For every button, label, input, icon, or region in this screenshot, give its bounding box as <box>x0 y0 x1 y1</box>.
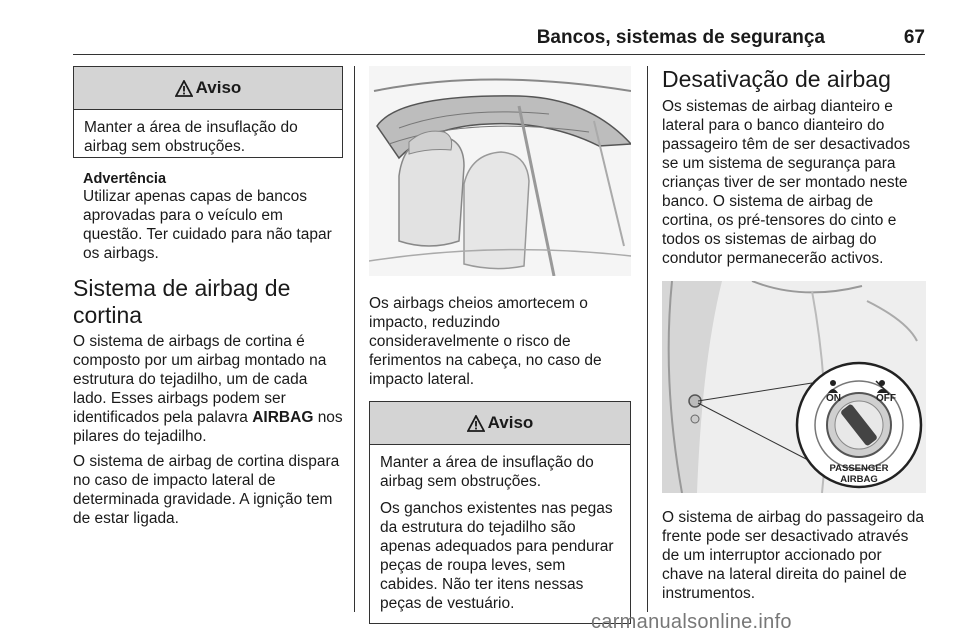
illustration-caption: Os airbags cheios amortecem o impacto, reduzindo consideravelmente o risco de ferimentos na cabeça, no caso de impacto lateral. <box>369 295 602 388</box>
page-number: 67 <box>903 27 925 48</box>
section-heading-airbag-deactivation: Desativação de airbag <box>662 66 891 92</box>
warning-text: Manter a área de insuflação do airbag sem obstruções. <box>84 119 298 155</box>
column-middle <box>369 66 631 624</box>
column-right <box>662 66 926 603</box>
paragraph-text: O sistema de airbags de cortina é composto por um airbag montado na estrutura do tejadilho, um de cada lado. Esses airbags podem ser identificados pela palavra <box>73 333 327 426</box>
warning-box <box>73 66 343 158</box>
warning-box-header <box>74 67 342 110</box>
warning-title: Aviso <box>487 413 534 432</box>
switch-passenger-label: PASSENGER <box>829 463 889 474</box>
warning-box-body <box>74 110 342 170</box>
warning-triangle-icon <box>467 415 485 432</box>
switch-on-label: ON <box>826 393 841 404</box>
warning-box <box>369 401 631 624</box>
warning-triangle-icon <box>175 80 193 97</box>
column-separator <box>647 66 648 612</box>
notice-block <box>73 171 343 263</box>
section-heading-curtain-airbag: Sistema de airbag de cortina <box>73 275 291 328</box>
column-separator <box>354 66 355 612</box>
switch-off-label: OFF <box>876 393 896 404</box>
curtain-airbag-paragraph-2: O sistema de airbag de cortina dispara no caso de impacto lateral de determinada gravidade. A ignição tem de estar ligada. <box>73 453 340 527</box>
notice-title: Advertência <box>83 171 167 187</box>
watermark: carmanualsonline.info <box>591 611 792 633</box>
warning-text: Os ganchos existentes nas pegas da estrutura do tejadilho são apenas adequados para pendurar peças de roupa leves, sem cabides. Não ter itens nessas peças de vestuário. <box>380 500 614 612</box>
page-header-title: Bancos, sistemas de segurança <box>536 27 825 48</box>
paragraph-text: nos pilares do tejadilho. <box>73 409 343 445</box>
airbag-switch-illustration <box>662 281 926 493</box>
column-left <box>73 66 343 534</box>
header-rule <box>73 54 925 55</box>
curtain-airbag-paragraph-1 <box>73 332 343 446</box>
warning-box-header <box>370 402 630 445</box>
warning-box-body <box>370 445 630 623</box>
deactivation-paragraph: Os sistemas de airbag dianteiro e lateral para o banco dianteiro do passageiro têm de ser desactivados se um sistema de segurança para crianças tiver de ser montado neste banco. O sistema de airbag de cortina, os pré-tensores do cinto e todos os sistemas de airbag do condutor permanecerão activos. <box>662 98 911 267</box>
notice-text: Utilizar apenas capas de bancos aprovadas para o veículo em questão. Ter cuidado para não tapar os airbags. <box>83 188 332 262</box>
switch-airbag-label: AIRBAG <box>840 474 878 485</box>
airbag-label-text: AIRBAG <box>252 409 314 426</box>
curtain-airbag-illustration <box>369 66 631 276</box>
switch-caption: O sistema de airbag do passageiro da frente pode ser desactivado através de um interruptor accionado por chave na lateral direita do painel de instrumentos. <box>662 509 924 602</box>
warning-title: Aviso <box>195 78 242 97</box>
warning-text: Manter a área de insuflação do airbag sem obstruções. <box>380 454 594 490</box>
